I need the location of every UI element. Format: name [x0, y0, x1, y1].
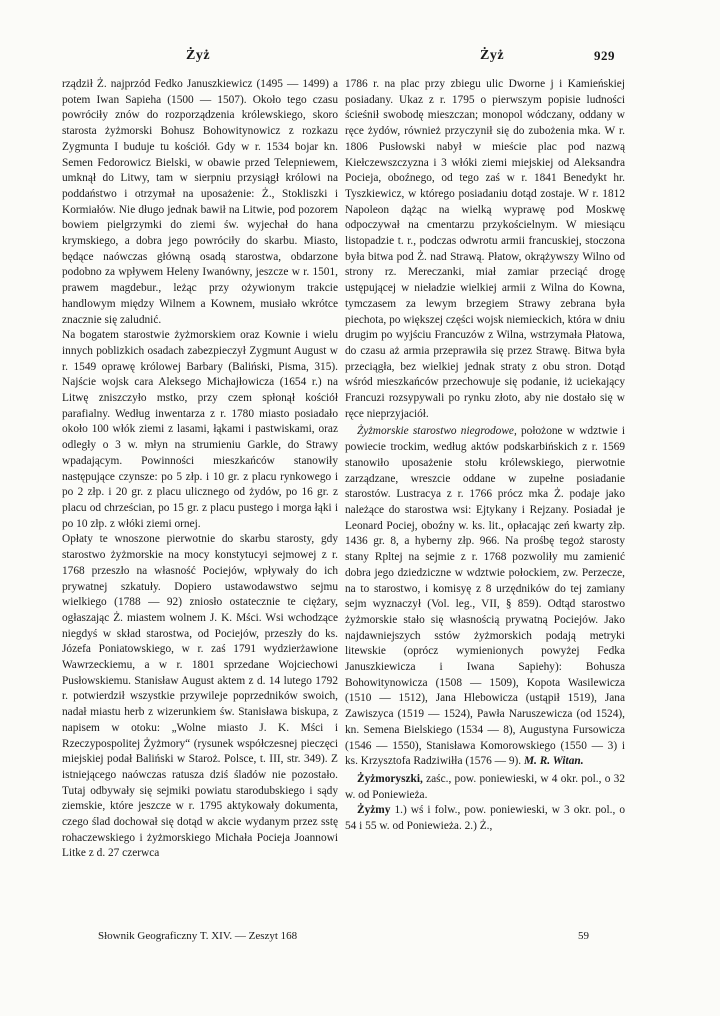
entry-headword: Żyżmoryszki,	[357, 772, 423, 785]
right-column	[345, 77, 625, 835]
entry-body: 1.) wś i folw., pow. poniewieski, w 3 okr. pol., o 54 i 55 w. od Poniewieża. 2.) Ż.,	[345, 804, 625, 833]
entry-zyzmy	[345, 803, 625, 834]
running-head-right: Żyż	[480, 48, 505, 63]
paragraph: 1786 r. na plac przy zbiegu ulic Dworne j i Kamieńskiej posiadany. Ukaz z r. 1795 o pierwszym popisie ludności ścieśnił swobodę mieszczan; monopol wódczany, oddany w ręce żydów, również przyczynił się do zubożenia mka. W r. 1806 Pusłowski nabył w mieście plac pod nazwą Kiełczewszczyzna i 3 włóki ziemi miejskiej od Aleksandra Pocieja, oboźnego, od tego zaś w r. 1841 Benedykt hr. Tyszkiewicz, w którego posiadaniu dotąd zostaje. W r. 1812 Napoleon dążąc na wielką wyprawę pod Moskwę odpoczywał na cmentarzu przykościelnym. W miesiącu listopadzie t. r., podczas odwrotu armii francuskiej, stoczona była bitwa pod Ż. nad Strawą. Płatow, okrążywszy Wilno od strony rz. Mereczanki, miał zamiar przeciąć drogę ustępującej w nieładzie wielkiej armii z Wilna do Kowna, tymczasem za lewym brzegiem Strawy zebrana była piechota, po większej części wojsk niemieckich, która w dniu drugim po wyjściu Francuzów z Wilna, wstrzymała Płatowa, do czasu aż armia przeprawiła się przez Strawę. Bitwa była przeciągła, bez wielkiej jednak straty z obu stron. Dotąd wśród mieszkańców przechowuje się podanie, iż uciekający Francuzi rozsypywali po rynku złoto, aby nie dostało się w ręce nieprzyjaciół.	[345, 78, 625, 420]
sheet-number: 59	[578, 930, 589, 942]
paragraph: Na bogatem starostwie żyżmorskiem oraz Kownie i wielu innych poblizkich osadach zabezpieczył Zygmunt August w r. 1549 oprawę królowej Barbary (Baliński, Pisma, 315). Najście wojsk cara Aleksego Michajłowicza (1654 r.) na Litwę zniszczyło mstko, przy czem spłonął kościół parafialny. Według inwentarza z r. 1780 miasto posiadało około 100 włók ziemi z lasami, łąkami i pastwiskami, oraz odległy o 3 w. młyn na strumieniu Garkle, do Strawy wpadającym. Powinności mieszkańców stanowiły następujące czynsze: po 5 złp. i 10 gr. z placu rynkowego i po 2 złp. i 20 gr. z placu ulicznego od żydów, po 16 gr. z placu od chrześcian, po 15 gr. z placu pustego i morga łąki i po 10 złp. z włóki ziemi ornej.	[62, 329, 338, 530]
paragraph: Opłaty te wnoszone pierwotnie do skarbu starosty, gdy starostwo żyżmorskie na mocy konstytucyi sejmowej z r. 1768 przeszło na własność Pociejów, wpływały do ich prywatnej szkatuły. Dopiero ustawodawstwo sejmu wielkiego (1788 — 92) zniosło ostatecznie te ciężary, ogłaszając Ż. miastem wolnem J. K. Mści. Wsi wchodzące niegdyś w skład starostwa, od Pociejów, przeszły do ks. Józefa Poniatowskiego, w r. zaś 1791 wydzierżawione Wawrzeckiemu, a w r. 1801 sprzedane Wojciechowi Pusłowskiemu. Stanisław August aktem z d. 14 lutego 1792 r. potwierdził wszystkie przywileje poprzedników swoich, nadał miastu herb z wizerunkiem św. Stanisława biskupa, z napisem w otoku: „Wolne miasto J. K. Mści i Rzeczypospolitej Żyżmory“ (rysunek współczesnej pieczęci miejskiej podał Baliński w Staroż. Polsce, t. III, str. 349). Z istniejącego naówczas ratusza dziś śladów nie pozostało. Tutaj odbywały się sejmiki powiatu starodubskiego i sądy ziemskie, które jeszcze w r. 1795 aktykowały dokumenta, czego ślad dochował się dotąd w akcie wydanym przez sstę rohaczewskiego i żyżmorskiego Michała Pocieja Joannowi Litke z d. 27 czerwca	[62, 533, 338, 860]
page-number: 929	[594, 48, 615, 63]
entry-headword: Żyżmorskie starostwo niegrodowe,	[357, 425, 517, 438]
footer-title: Słownik Geograficzny T. XIV. — Zeszyt 168	[98, 930, 298, 942]
running-head-left: Żyż	[186, 48, 211, 63]
author-signature: M. R. Witan.	[523, 755, 584, 768]
entry-zyzmoryszki	[345, 772, 625, 803]
left-column	[62, 77, 338, 862]
entry-headword: Żyżmy	[357, 804, 391, 817]
entry-body: zaśc., pow. poniewieski, w 4 okr. pol., o 32 w. od Poniewieża.	[345, 772, 625, 801]
paragraph: rządził Ż. najprzód Fedko Januszkiewicz (1495 — 1499) a potem Iwan Sapieha (1500 — 1507). Około tego czasu powróciły znów do rozporządzenia królewskiego, skoro starosta żyżmorski Bohusz Bohowitynowicz z rozkazu Zygmunta I buduje tu kościół. Gdy w r. 1534 bojar kn. Semen Fedorowicz Bielski, w obawie przed Telepniewem, umknął do Litwy, tam w sierpniu przysiągł królowi na poddaństwo i otrzymał na uposażenie: Ż., Stokliszki i Kormiałów. Nie długo jednak bawił na Litwie, pod pozorem bowiem pielgrzymki do ziemi św. wyjechał do hana krymskiego, a dobra jego powróciły do skarbu. Miasto, będące naówczas główną osadą starostwa, obdarzone podobno za wpływem Heleny Iwanówny, jeszcze w r. 1501, prawem magdebur., leżąc przy ożywionym trakcie handlowym między Wilnem a Kownem, musiało wkrótce znacznie się zaludnić.	[62, 78, 338, 326]
entry-body: położone w wdztwie i powiecie trockim, według aktów podskarbińskich z r. 1569 stanowiło uposażenie stołu królewskiego, pierwotnie zarządzane, wreszcie oddane w zupełne posiadanie starostów. Lustracya z r. 1766 prócz mka Ż. podaje jako należące do starostwa wsi: Ejtykany i Rejzany. Posiadał je Leonard Pociej, oboźny w. ks. lit., opłacając zeń kwarty złp. 1436 gr. 8, a hyberny złp. 966. Na prośbę tegoż starosty stany Rpltej na sejmie z r. 1768 pozwoliły mu zamienić dobra jego dziedziczne w wdztwie połockiem, zw. Perzecze, na to starostwo, i komisyę z 8 urzędników do tej zamiany sejm wyznaczył (Vol. leg., VII, § 859). Odtąd starostwo żyżmorskie stało się własnością prywatną Pociejów. Jako najdawniejszych sstów żyżmorskich podają metryki litewskie (oprócz wymienionych powyżej Fedka Januszkiewicza i Iwana Sapiehy): Bohusza Bohowitynowicza (1508 — 1509), Kopota Wasilewicza (1510 — 1512), Jana Hlebowicza (ustąpił 1519), Jana Zawiszyca (1519 — 1524), Pawła Naruszewicza (od 1524), kn. Semena Bielskiego (1534 — 8), Augustyna Fursowicza (1546 — 1550), Stanisława Komorowskiego (1550 — 3) i ks. Krzysztofa Radziwiłła (1576 — 9).	[345, 425, 626, 768]
entry-starostwo	[345, 424, 625, 769]
